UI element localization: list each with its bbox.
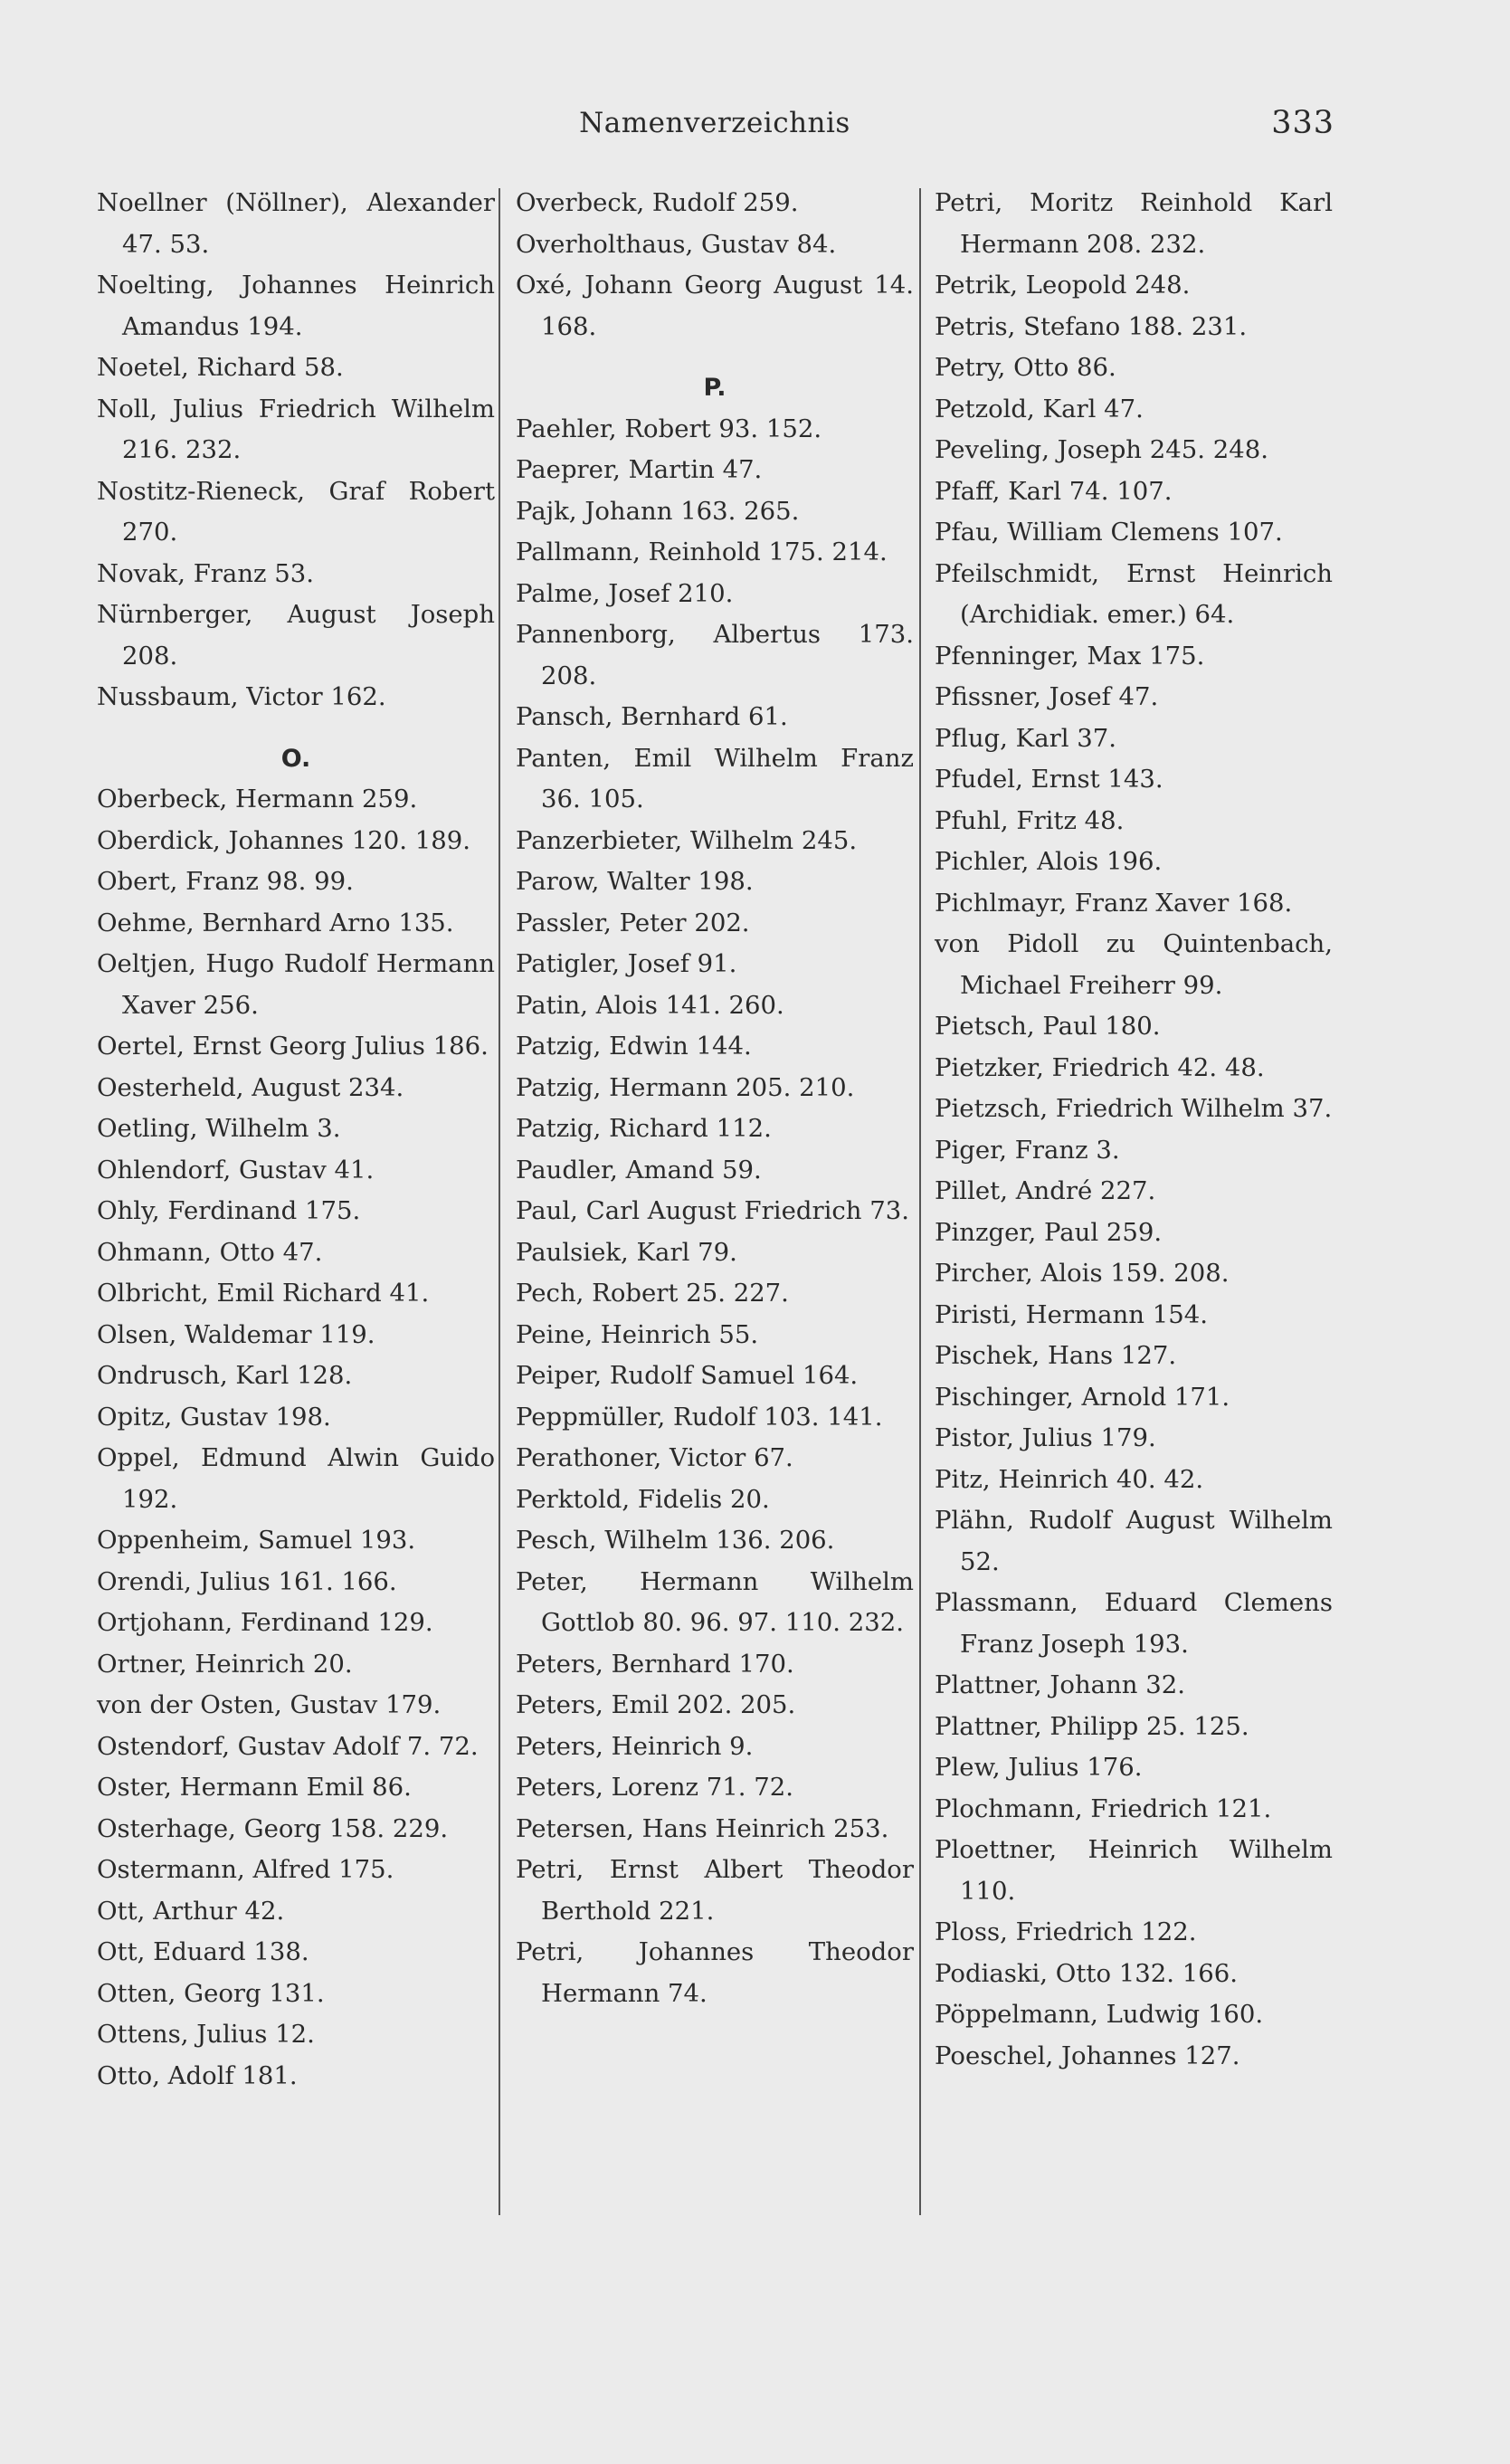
index-entry: Oberdick, Johannes 120. 189. [97, 825, 470, 855]
letter-heading-o: O. [280, 744, 311, 773]
index-entry: Plassmann, Eduard Clemens Franz Joseph 193. [935, 1588, 1333, 1659]
index-entry: Noelting, Johannes Heinrich Amandus 194. [97, 271, 495, 341]
index-entry: Pichlmayr, Franz Xaver 168. [935, 888, 1293, 918]
index-entry: Obert, Franz 98. 99. [97, 867, 354, 896]
index-entry: Ostendorf, Gustav Adolf 7. 72. [97, 1731, 479, 1761]
letter-heading-p: P. [703, 374, 727, 402]
index-entry: Pischek, Hans 127. [935, 1341, 1177, 1370]
index-entry: Paul, Carl August Friedrich 73. [516, 1196, 909, 1225]
running-title: Namenverzeichnis [579, 107, 850, 139]
index-entry: Orendi, Julius 161. 166. [97, 1566, 397, 1596]
index-entry: Ortner, Heinrich 20. [97, 1649, 353, 1679]
index-entry: Paulsiek, Karl 79. [516, 1237, 737, 1267]
index-entry: Peter, Hermann Wilhelm Gottlob 80. 96. 97. 110. 232. [516, 1566, 914, 1637]
index-entry: Plochmann, Friedrich 121. [935, 1793, 1272, 1823]
index-entry: Ploettner, Heinrich Wilhelm 110. [935, 1835, 1333, 1906]
index-entry: Petri, Moritz Reinhold Karl Hermann 208. 232. [935, 188, 1333, 259]
index-entry: Palme, Josef 210. [516, 578, 734, 608]
index-column-1 [97, 183, 495, 2097]
index-entry: Nostitz-Rieneck, Graf Robert 270. [97, 476, 495, 547]
index-entry: Pinzger, Paul 259. [935, 1217, 1163, 1247]
index-entry: Otto, Adolf 181. [97, 2060, 298, 2090]
index-entry: Panzerbieter, Wilhelm 245. [516, 825, 858, 855]
index-entry: Passler, Peter 202. [516, 908, 750, 937]
index-entry: Perktold, Fidelis 20. [516, 1484, 770, 1514]
index-entry: Pesch, Wilhelm 136. 206. [516, 1526, 835, 1555]
index-entry: Oeltjen, Hugo Rudolf Hermann Xaver 256. [97, 949, 495, 1020]
index-entry: Pfaff, Karl 74. 107. [935, 476, 1173, 506]
index-entry: Pallmann, Reinhold 175. 214. [516, 538, 888, 566]
index-entry: Plattner, Philipp 25. 125. [935, 1711, 1249, 1741]
index-entry: Peters, Heinrich 9. [516, 1731, 754, 1761]
index-entry: Oppenheim, Samuel 193. [97, 1526, 416, 1555]
index-entry: von der Osten, Gustav 179. [97, 1690, 442, 1719]
index-entry: Parow, Walter 198. [516, 867, 754, 896]
index-column-3 [935, 183, 1333, 2077]
index-entry: Patzig, Hermann 205. 210. [516, 1072, 855, 1102]
index-entry: Oesterheld, August 234. [97, 1072, 404, 1102]
index-entry: Petersen, Hans Heinrich 253. [516, 1813, 889, 1843]
index-entry: Plattner, Johann 32. [935, 1670, 1185, 1699]
index-entry: Noellner (Nöllner), Alexander 47. 53. [97, 188, 495, 259]
index-entry: Peine, Heinrich 55. [516, 1319, 759, 1349]
index-entry: Oberbeck, Hermann 259. [97, 785, 418, 813]
index-entry: Paeprer, Martin 47. [516, 455, 763, 484]
index-entry: Pajk, Johann 163. 265. [516, 496, 800, 526]
index-entry: Pfau, William Clemens 107. [935, 518, 1283, 547]
index-entry: Pfudel, Ernst 143. [935, 765, 1163, 794]
index-entry: Pfeilschmidt, Ernst Heinrich (Archidiak. emer.) 64. [935, 558, 1333, 629]
column-divider [499, 188, 500, 2215]
index-entry: Pfuhl, Fritz 48. [935, 805, 1125, 835]
index-entry: Pietsch, Paul 180. [935, 1012, 1161, 1041]
index-entry: Pircher, Alois 159. 208. [935, 1259, 1230, 1288]
index-entry: Olsen, Waldemar 119. [97, 1319, 375, 1349]
index-entry: Oppel, Edmund Alwin Guido 192. [97, 1443, 495, 1514]
index-entry: Petri, Ernst Albert Theodor Berthold 221. [516, 1855, 914, 1926]
page-header [0, 107, 1510, 152]
index-entry: Patigler, Josef 91. [516, 949, 737, 978]
index-entry: Pannenborg, Albertus 173. 208. [516, 620, 914, 690]
index-entry: Olbricht, Emil Richard 41. [97, 1279, 430, 1308]
index-entry: Poeschel, Johannes 127. [935, 2041, 1240, 2070]
index-entry: Patzig, Edwin 144. [516, 1032, 752, 1061]
index-entry: Overbeck, Rudolf 259. [516, 188, 799, 217]
page-number: 333 [1271, 105, 1334, 141]
index-entry: Peters, Lorenz 71. 72. [516, 1773, 793, 1802]
index-entry: Pfenninger, Max 175. [935, 641, 1205, 671]
index-entry: Peters, Bernhard 170. [516, 1649, 794, 1679]
index-entry: Paudler, Amand 59. [516, 1155, 762, 1184]
index-entry: Ondrusch, Karl 128. [97, 1361, 353, 1390]
index-entry: Petri, Johannes Theodor Hermann 74. [516, 1937, 914, 2008]
index-entry: Osterhage, Georg 158. 229. [97, 1813, 449, 1843]
index-entry: Noetel, Richard 58. [97, 353, 344, 382]
index-entry: Pansch, Bernhard 61. [516, 702, 788, 731]
index-entry: Piristi, Hermann 154. [935, 1299, 1208, 1329]
index-entry: Petrik, Leopold 248. [935, 271, 1191, 300]
index-entry: Paehler, Robert 93. 152. [516, 414, 822, 443]
index-entry: Ott, Eduard 138. [97, 1937, 309, 1966]
index-entry: Ohlendorf, Gustav 41. [97, 1155, 375, 1184]
index-entry: Plähn, Rudolf August Wilhelm 52. [935, 1506, 1333, 1576]
index-entry: Pöppelmann, Ludwig 160. [935, 2000, 1264, 2029]
index-entry: Ortjohann, Ferdinand 129. [97, 1608, 433, 1637]
index-entry: Novak, Franz 53. [97, 558, 314, 588]
index-entry: Piger, Franz 3. [935, 1135, 1120, 1165]
index-entry: Peveling, Joseph 245. 248. [935, 435, 1268, 464]
index-entry: Oster, Hermann Emil 86. [97, 1773, 412, 1802]
index-entry: Peters, Emil 202. 205. [516, 1690, 796, 1719]
index-entry: Otten, Georg 131. [97, 1978, 325, 2008]
index-entry: Petry, Otto 86. [935, 353, 1116, 382]
index-entry: Oertel, Ernst Georg Julius 186. [97, 1032, 489, 1061]
index-entry: Noll, Julius Friedrich Wilhelm 216. 232. [97, 394, 495, 464]
index-entry: Patzig, Richard 112. [516, 1114, 772, 1143]
index-entry: Pech, Robert 25. 227. [516, 1279, 789, 1308]
index-entry: Patin, Alois 141. 260. [516, 990, 784, 1020]
index-entry: Perathoner, Victor 67. [516, 1443, 793, 1472]
index-entry: Oxé, Johann Georg August 14. 168. [516, 271, 914, 341]
index-column-2 [516, 183, 914, 2014]
index-entry: Peppmüller, Rudolf 103. 141. [516, 1402, 883, 1432]
index-entry: Pietzsch, Friedrich Wilhelm 37. [935, 1094, 1333, 1123]
index-entry: Petzold, Karl 47. [935, 394, 1144, 423]
index-entry: Petris, Stefano 188. 231. [935, 311, 1248, 341]
index-entry: Ohmann, Otto 47. [97, 1237, 323, 1267]
index-entry: Nürnberger, August Joseph 208. [97, 600, 495, 671]
index-entry: Pischinger, Arnold 171. [935, 1382, 1230, 1412]
column-divider [919, 188, 921, 2215]
index-entry: Pistor, Julius 179. [935, 1423, 1156, 1452]
index-entry: Overholthaus, Gustav 84. [516, 229, 837, 259]
index-entry: Panten, Emil Wilhelm Franz 36. 105. [516, 743, 914, 813]
index-entry: Pitz, Heinrich 40. 42. [935, 1464, 1204, 1494]
index-entry: Ott, Arthur 42. [97, 1896, 285, 1926]
index-entry: Podiaski, Otto 132. 166. [935, 1958, 1238, 1988]
index-entry: Ploss, Friedrich 122. [935, 1917, 1197, 1946]
index-entry: Plew, Julius 176. [935, 1753, 1143, 1782]
index-entry: Ostermann, Alfred 175. [97, 1855, 394, 1884]
index-entry: von Pidoll zu Quintenbach, Michael Freiherr 99. [935, 929, 1333, 1000]
index-entry: Nussbaum, Victor 162. [97, 682, 386, 711]
index-entry: Pietzker, Friedrich 42. 48. [935, 1052, 1265, 1082]
index-entry: Ohly, Ferdinand 175. [97, 1196, 361, 1225]
index-entry: Opitz, Gustav 198. [97, 1402, 331, 1432]
index-entry: Oetling, Wilhelm 3. [97, 1114, 341, 1143]
index-entry: Peiper, Rudolf Samuel 164. [516, 1361, 859, 1390]
index-entry: Oehme, Bernhard Arno 135. [97, 908, 454, 937]
index-entry: Ottens, Julius 12. [97, 2020, 315, 2049]
index-entry: Pillet, André 227. [935, 1176, 1156, 1205]
index-entry: Pichler, Alois 196. [935, 847, 1163, 876]
index-entry: Pflug, Karl 37. [935, 723, 1116, 753]
index-entry: Pfissner, Josef 47. [935, 682, 1159, 711]
